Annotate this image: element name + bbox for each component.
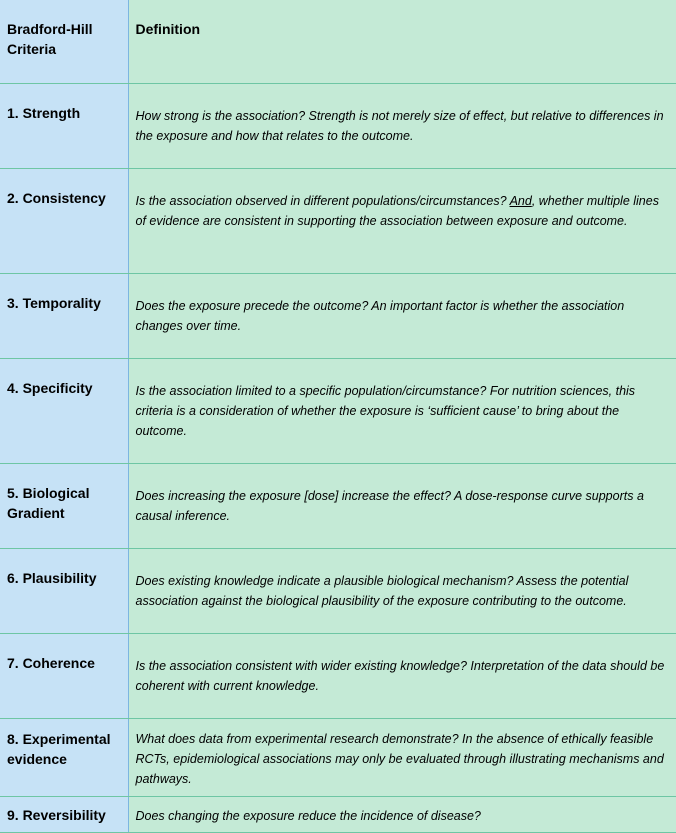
definition-cell [128,718,676,796]
criterion-cell [0,463,128,548]
definition-text: Does increasing the exposure [dose] increase the effect? A dose-response curve supports a causal inference. [135,488,644,523]
table-row [0,358,676,463]
definition-text: Is the association consistent with wider existing knowledge? Interpretation of the data should be coherent with current knowledge. [135,658,665,693]
table-row [0,796,676,832]
criterion-cell [0,358,128,463]
definition-cell [128,168,676,273]
criterion-label: 1. Strength [7,104,81,121]
definition-cell [128,273,676,358]
criterion-label: 5. Biological Gradient [7,484,90,521]
table-row [0,273,676,358]
definition-cell [128,633,676,718]
definition-text: Does the exposure precede the outcome? An important factor is whether the association changes over time. [135,298,625,333]
table-row [0,83,676,168]
criterion-cell [0,796,128,832]
criterion-label: 4. Specificity [7,379,93,396]
table-row [0,633,676,718]
definition-text-part: , whether multiple lines of evidence are consistent in supporting the association between exposure and outcome. [135,193,659,228]
definition-text: Is the association limited to a specific population/circumstance? For nutrition sciences, this criteria is a consideration of whether the exposure is ‘sufficient cause’ to bring about the outcome. [135,383,636,438]
definition-cell [128,548,676,633]
definition-text [136,169,670,231]
definition-text: How strong is the association? Strength is not merely size of effect, but relative to differences in the exposure and how that relates to the outcome. [135,108,664,143]
definition-cell [128,83,676,168]
header-definition-label: Definition [135,21,201,37]
criterion-label: 6. Plausibility [7,569,97,586]
table-row [0,718,676,796]
criterion-cell [0,633,128,718]
criterion-label: 2. Consistency [7,189,106,206]
header-criteria [0,0,128,83]
table-row [0,548,676,633]
criterion-cell [0,168,128,273]
definition-cell [128,358,676,463]
criterion-cell [0,273,128,358]
definition-text: Does existing knowledge indicate a plausible biological mechanism? Assess the potential association against the biological plausibility of the exposure contributing to the outcome. [135,573,629,608]
table-row [0,168,676,273]
criterion-label: 7. Coherence [7,654,95,671]
criterion-cell [0,83,128,168]
definition-text: Does changing the exposure reduce the incidence of disease? [135,808,481,823]
header-criteria-label: Bradford-Hill Criteria [7,21,93,57]
definition-text-underlined: And [509,193,532,208]
definition-cell [128,796,676,832]
criterion-cell [0,548,128,633]
criterion-label: 9. Reversibility [7,806,106,823]
table-header-row [0,0,676,83]
definition-cell [128,463,676,548]
header-definition [128,0,676,83]
definition-text: What does data from experimental research demonstrate? In the absence of ethically feasible RCTs, epidemiological associations may only be evaluated through illustrating mechanisms and pathways. [135,731,664,786]
criterion-label: 8. Experimental evidence [7,730,111,767]
table-row [0,463,676,548]
criterion-label: 3. Temporality [7,294,101,311]
definition-text-part: Is the association observed in different populations/circumstances? [135,193,510,208]
criterion-cell [0,718,128,796]
